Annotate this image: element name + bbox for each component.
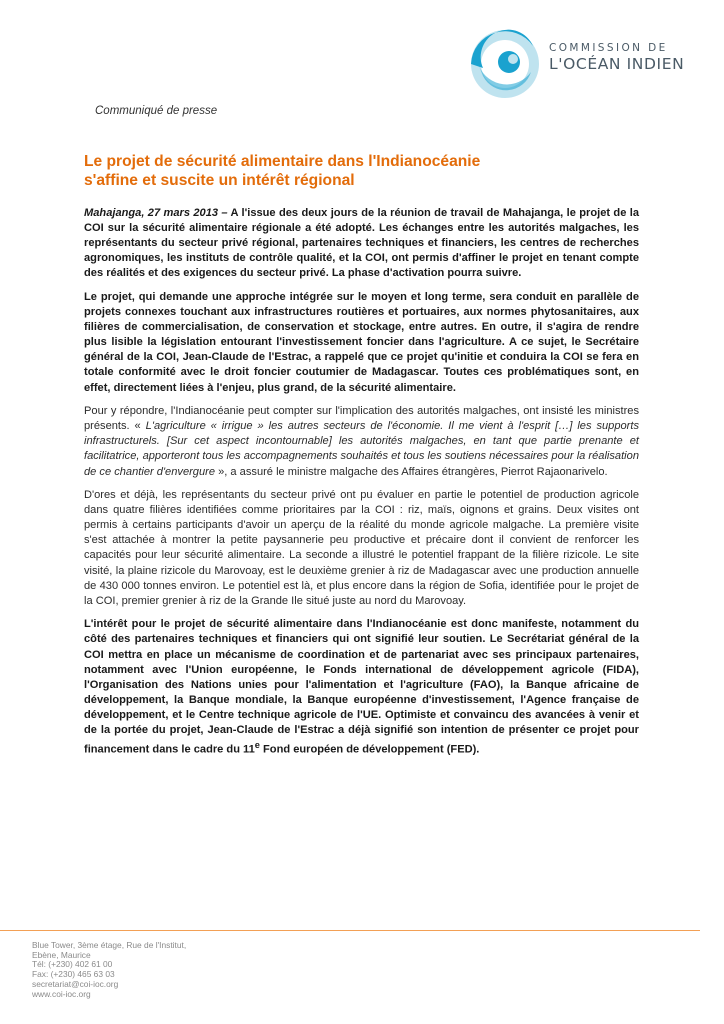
paragraph-5 (84, 617, 639, 758)
paragraph-3-outro: », a assuré le ministre malgache des Affaires étrangères, Pierrot Rajaonarivelo. (215, 465, 608, 478)
org-name-line1: COMMISSION DE (549, 42, 668, 54)
footer-divider (0, 930, 700, 931)
paragraph-4: D'ores et déjà, les représentants du secteur privé ont pu évaluer en partie le potentiel de production agricole dans quatre filières identifiées comme prioritaires par la COI : riz, maïs, oignons et grains. Deux visites ont permis à certains participants d'avoir un aperçu de la réalité du monde agricole malgache. La première visite s'est attachée à montrer la petite paysannerie peu productive et précaire dont il convient de renforcer les capacités pour leur sécurité alimentaire. La seconde a illustré le potentiel frappant de la filière rizicole. Le site visité, la plaine rizicole du Marovoay, est le deuxième grenier à riz de Madagascar avec une production annuelle de 430 000 tonnes environ. Le potentiel est là, et plus encore dans la région de Sofia, identifiée pour le projet de la COI, premier grenier à riz de la Grande Ile situé juste au nord du Marovoay. (84, 489, 639, 607)
title-line-2: s'affine et suscite un intérêt régional (84, 172, 355, 189)
paragraph-2: Le projet, qui demande une approche intégrée sur le moyen et long terme, sera conduit en parallèle de projets connexes touchant aux infrastructures routières et portuaires, aux normes phytosanitaires, aux filières de commercialisation, de conservation et stockage, entre autres. En outre, il s'agira de rendre plus lisible la législation entourant l'investissement foncier dans l'agriculture. A ce sujet, le Secrétaire général de la COI, Jean-Claude de l'Estrac, a rappelé que ce projet qu'initie et conduira la COI se fera en totale conformité avec le droit foncier coutumier de Madagascar. Toutes ces problématiques sont, en effet, directement liées à l'enjeu, plus grand, de la sécurité alimentaire. (84, 290, 639, 394)
swirl-logo-icon (461, 24, 547, 102)
contact-footer (32, 941, 186, 999)
coi-logo (461, 24, 691, 102)
footer-address-line1: Blue Tower, 3ème étage, Rue de l'Institut, (32, 940, 187, 950)
paragraph-5-end: Fond européen de développement (FED). (259, 743, 480, 756)
document-type: Communiqué de presse (95, 105, 218, 117)
article-body (84, 206, 639, 766)
paragraph-1-text: A l'issue des deux jours de la réunion de travail de Mahajanga, le projet de la COI sur la sécurité alimentaire régionale a été adopté. Les échanges entre les autorités malgaches, les représentants du secteur privé régional, partenaires techniques et financiers, les centres de recherches agronomiques, les instituts de contrôle qualité, et la COI, ont permis d'affiner le projet en tenant compte des réalités et des exigences du secteur privé. La phase d'activation pourra suivre. (84, 207, 639, 280)
ordinal-suffix: e (254, 740, 260, 751)
minister-quote: L'agriculture « irrigue » les autres secteurs de l'économie. Il me vient à l'esprit […] les supports infrastructurels. [Sur cet aspect incontournable] les autorités malgaches, en tant que partie prenante et facilitatrice, apporteront tous les accompagnements souhaités et tous les soutiens nécessaires pour la réalisation de ce chantier d'envergure (84, 420, 640, 478)
paragraph-1 (84, 206, 639, 281)
org-name-line2: L'OCÉAN INDIEN (549, 55, 685, 73)
paragraph-5-text: L'intérêt pour le projet de sécurité alimentaire dans l'Indianocéanie est donc manifeste, notamment du côté des partenaires techniques et financiers qui ont signifié leur soutien. Le Secrétariat général de la COI mettra en place un mécanisme de coordination et de partenariat avec ses principaux partenaires, notamment avec l'Union européenne, le Fonds international de développement agricole (FIDA), l'Organisation des Nations unies pour l'alimentation et l'agriculture (FAO), la Banque africaine de développement, la Banque mondiale, la Banque européenne d'investissement, l'Agence française de développement, et le Centre technique agricole de l'UE. Optimiste et convaincu des avancées à venir et de la portée du projet, Jean-Claude de l'Estrac a déjà signifié son intention de présenter ce projet pour financement dans le cadre du 11 (84, 618, 639, 756)
footer-telephone: Tél: (+230) 402 61 00 (32, 959, 113, 970)
title-line-1: Le projet de sécurité alimentaire dans l'Indianocéanie (84, 153, 481, 170)
organization-name (549, 42, 684, 73)
paragraph-3 (84, 404, 639, 479)
footer-address-line2: Ebène, Maurice (32, 949, 91, 960)
footer-fax: Fax: (+230) 465 63 03 (32, 969, 115, 980)
footer-email: secretariat@coi-ioc.org (32, 978, 119, 989)
dateline: Mahajanga, 27 mars 2013 – (84, 207, 228, 219)
press-release-title (84, 152, 644, 190)
paragraph-3-intro: Pour y répondre, l'Indianocéanie peut compter sur l'implication des autorités malgaches, ont insisté les ministres présents. « (84, 405, 639, 433)
footer-website: www.coi-ioc.org (32, 988, 91, 999)
